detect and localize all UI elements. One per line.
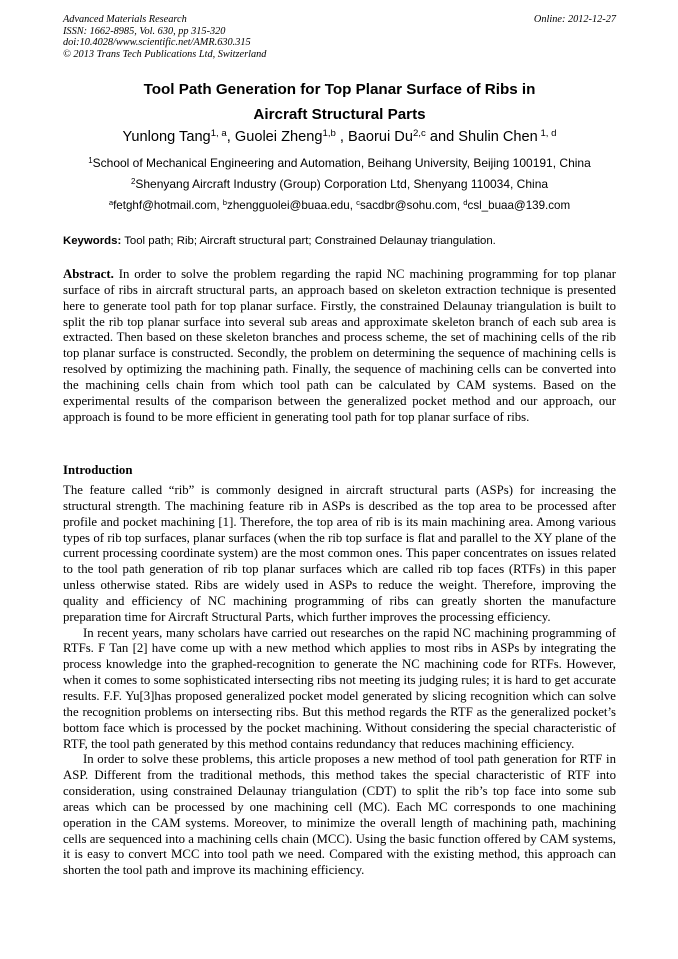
keywords-text: Tool path; Rib; Aircraft structural part; Constrained Delaunay triangulation. <box>121 235 496 247</box>
author-affiliation-marker: 2,c <box>412 127 426 139</box>
keywords <box>63 234 616 248</box>
affiliation-text: School of Mechanical Engineering and Automation, Beihang University, Beijing 100191, China <box>92 156 591 170</box>
affiliation-text: Shenyang Aircraft Industry (Group) Corporation Ltd, Shenyang 110034, China <box>135 177 549 191</box>
paragraph: In recent years, many scholars have carried out researches on the rapid NC machining programming of RTFs. F Tan [2] have come up with a new method which applies to most ribs in ASPs by integrating the process knowledge into the graphed-recognition to generate the NC machining code for RTFs. However, when it comes to some sophisticated intersecting ribs not meeting its judging rules; it is hard to get accurate results. F.F. Yu[3]has proposed generalized pocket model generated by slicing recognition which can solve the recognition problems on intersecting ribs. But this method regards the RTF as the generalized pocket’s bottom face which is processed by the pocket machining. Without considering the special characteristic of RTF, the tool path generated by this method contains redundancy that reduces machining efficiency. <box>63 625 616 751</box>
author-separator: and <box>425 129 459 145</box>
author-name: Yunlong Tang <box>122 129 211 145</box>
affiliation-marker: 2 <box>130 176 136 186</box>
author-list <box>63 127 616 147</box>
title-line-1: Tool Path Generation for Top Planar Surface of Ribs in <box>143 81 536 98</box>
author-separator: , <box>335 129 349 145</box>
author-name: Guolei Zheng <box>234 129 323 145</box>
author-affiliation-marker: 1, d <box>537 127 557 139</box>
abstract <box>63 267 616 425</box>
paragraph: The feature called “rib” is commonly designed in aircraft structural parts (ASPs) for increasing the structural strength. The machining feature rib in ASPs is described as the top area to be processed after profile and pocket machining [1]. Therefore, the top area of rib is its main machining area. Among various types of rib top surfaces, planar surfaces (when the rib top surface is flat and parallel to the XY plane of the current processing coordinate system) are the most common ones. This paper concentrates on issues related to the tool path generation of rib top planar surfaces which are called rib top faces (RTFs) in this paper unless otherwise stated. Ribs are widely used in ASPs to reduce the weight. Therefore, improving the quality and efficiency of NC machining programming of ribs can greatly shorten the manufacture preparation time for Aircraft Structural Parts, which further improves the processing efficiency. <box>63 483 616 624</box>
author-name: Baorui Du <box>348 129 413 145</box>
journal-header <box>63 14 616 60</box>
introduction-heading: Introduction <box>63 463 133 477</box>
author-name: Shulin Chen <box>458 129 538 145</box>
affiliation-1 <box>63 156 616 171</box>
email-text: sacdbr@sohu.com, <box>359 199 464 212</box>
paper-title <box>63 77 616 127</box>
author-affiliation-marker: 1, a <box>210 127 227 139</box>
journal-name: Advanced Materials Research <box>63 14 187 25</box>
online-date: Online: 2012-12-27 <box>533 14 616 25</box>
email-marker: a <box>108 197 114 207</box>
abstract-text: In order to solve the problem regarding the rapid NC machining programming for top planar surface of ribs in aircraft structural parts, an approach based on skeleton extraction technique is presented here to generate tool path for top planar surface. Firstly, the constrained Delaunay triangulation is built to split the rib top planar surface into several sub areas and approximate skeleton branch of each sub area is extracted. Then based on these skeleton branches and process scheme, the set of machining cells of the rib top planar surface is constructed. Secondly, the problem on determining the sequence of machining cells is resolved by optimizing the machining path. Finally, the sequence of machining cells can be converted into the machining cells chain from which tool path can be calculated by CAM systems. Based on the experimental results of the comparison between the generalized pocket method and our approach, our approach is found to be more efficient in generating tool path for top planar surface of ribs. <box>63 267 616 424</box>
email-marker: b <box>222 197 228 207</box>
journal-issn: ISSN: 1662-8985, Vol. 630, pp 315-320 <box>63 25 226 37</box>
affiliation-2 <box>63 177 616 192</box>
keywords-label: Keywords: <box>63 235 122 247</box>
affiliation-marker: 1 <box>88 155 93 165</box>
abstract-label: Abstract. <box>63 267 114 281</box>
journal-doi: doi:10.4028/www.scientific.net/AMR.630.315 <box>63 37 251 49</box>
title-line-2: Aircraft Structural Parts <box>253 106 426 123</box>
journal-copyright: © 2013 Trans Tech Publications Ltd, Switzerland <box>63 48 267 60</box>
author-emails <box>63 198 616 213</box>
email-text: csl_buaa@139.com <box>467 199 571 212</box>
author-affiliation-marker: 1,b <box>322 127 336 139</box>
email-marker: c <box>356 197 360 207</box>
author-separator: , <box>226 129 235 145</box>
email-text: fetghf@hotmail.com, <box>113 199 223 212</box>
email-marker: d <box>463 197 468 207</box>
introduction-body <box>63 483 616 879</box>
email-text: zhengguolei@buaa.edu, <box>227 199 357 212</box>
paragraph: In order to solve these problems, this article proposes a new method of tool path generation for RTF in ASP. Different from the traditional methods, this method takes the special characteristic of RTF into consideration, using constrained Delaunay triangulation (CDT) to split the rib’s top face into some sub areas which can be processed by one machining cell (MC). Each MC corresponds to one machining operation in the CAM systems. Moreover, to minimize the overall length of machining path, machining cells are sequenced into a machining cells chain (MCC). Using the basic function offered by CAM systems, it is easy to convert MCC into tool path we need. Compared with the existing method, this approach can shorten the tool path and improve its machining efficiency. <box>63 752 616 878</box>
